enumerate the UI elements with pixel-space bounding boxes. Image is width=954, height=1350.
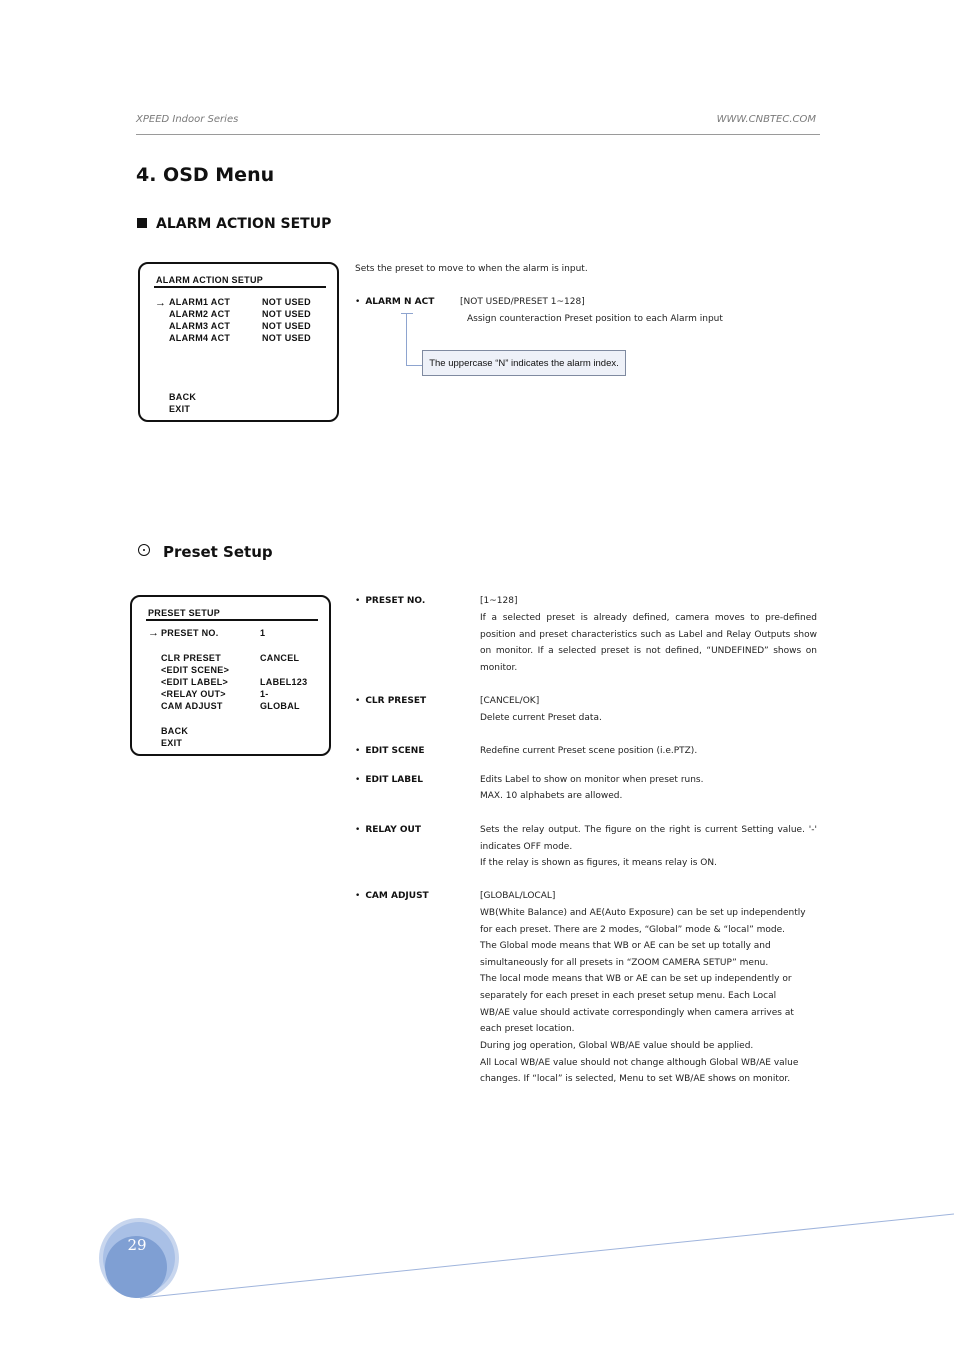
preset-osd-edit-scene: <EDIT SCENE> <box>161 665 230 675</box>
alarm-section-heading <box>137 216 331 232</box>
cam-adjust-line: All Local WB/AE value should not change although Global WB/AE value <box>480 1058 799 1068</box>
alarm-osd-row-label: ALARM4 ACT <box>169 333 231 343</box>
cam-adjust-label: • CAM ADJUST <box>355 891 429 901</box>
preset-osd-edit-label: <EDIT LABEL> <box>161 677 229 687</box>
preset-no-desc: If a selected preset is already defined, camera moves to pre-defined position and preset characteristics such as Label and Relay Outputs show on monitor. If a selected preset is not defined, “UNDEFINED” shows on monitor. <box>480 613 817 674</box>
cam-adjust-line: simultaneously for all presets in “ZOOM CAMERA SETUP” menu. <box>480 958 769 968</box>
alarm-osd-row-value: NOT USED <box>262 309 311 319</box>
preset-section-heading <box>138 543 273 561</box>
alarm-item-desc: Assign counteraction Preset position to each Alarm input <box>467 314 723 324</box>
square-bullet-icon <box>137 218 147 228</box>
edit-scene-label: • EDIT SCENE <box>355 746 425 756</box>
cam-adjust-line: each preset location. <box>480 1024 575 1034</box>
cam-adjust-line: changes. If “local” is selected, Menu to set WB/AE shows on monitor. <box>480 1074 791 1084</box>
alarm-osd-back: BACK <box>169 392 197 402</box>
alarm-osd-rule <box>154 286 326 288</box>
page-number-badge-icon <box>98 1217 180 1299</box>
preset-osd-clr-preset: CLR PRESET <box>161 653 222 663</box>
preset-osd-exit: EXIT <box>161 738 183 748</box>
cam-adjust-line: During jog operation, Global WB/AE value should be applied. <box>480 1041 754 1051</box>
preset-osd-rule <box>146 619 318 621</box>
preset-osd-title: PRESET SETUP <box>148 608 221 618</box>
edit-label-label: • EDIT LABEL <box>355 775 423 785</box>
preset-osd-screen <box>130 595 331 756</box>
preset-osd-relay-value: 1- <box>260 689 269 699</box>
preset-osd-preset-no: PRESET NO. <box>161 628 219 638</box>
circle-bullet-icon <box>138 544 150 556</box>
alarm-intro: Sets the preset to move to when the alarm is input. <box>355 264 588 274</box>
relay-out-line: If the relay is shown as figures, it means relay is ON. <box>480 858 717 868</box>
alarm-osd-row-value: NOT USED <box>262 297 311 307</box>
clr-preset-range: [CANCEL/OK] <box>480 696 540 706</box>
alarm-osd-row-label: ALARM1 ACT <box>169 297 231 307</box>
alarm-item-label: • ALARM N ACT <box>355 297 435 307</box>
edit-label-line: MAX. 10 alphabets are allowed. <box>480 791 623 801</box>
alarm-osd-row-value: NOT USED <box>262 333 311 343</box>
preset-no-label: • PRESET NO. <box>355 596 426 606</box>
relay-out-label: • RELAY OUT <box>355 825 421 835</box>
cam-adjust-line: WB/AE value should activate correspondingly when camera arrives at <box>480 1008 794 1018</box>
note-connector <box>406 313 407 366</box>
alarm-osd-row-label: ALARM2 ACT <box>169 309 231 319</box>
alarm-osd-row-label: ALARM3 ACT <box>169 321 231 331</box>
edit-label-line: Edits Label to show on monitor when preset runs. <box>480 775 704 785</box>
preset-osd-edit-label-value: LABEL123 <box>260 677 308 687</box>
alarm-section-title: ALARM ACTION SETUP <box>156 216 332 232</box>
preset-section-title: Preset Setup <box>163 543 273 561</box>
alarm-osd-exit: EXIT <box>169 404 191 414</box>
alarm-osd-title: ALARM ACTION SETUP <box>156 275 264 285</box>
alarm-osd-screen <box>138 262 339 422</box>
cursor-arrow-icon: → <box>148 627 160 639</box>
chapter-title: 4. OSD Menu <box>136 164 275 186</box>
cam-adjust-line: separately for each preset in each preset setup menu. Each Local <box>480 991 777 1001</box>
alarm-index-note: The uppercase “N” indicates the alarm index. <box>422 350 626 376</box>
preset-osd-preset-no-value: 1 <box>260 628 266 638</box>
header-rule <box>136 134 820 135</box>
preset-osd-cam-value: GLOBAL <box>260 701 300 711</box>
edit-scene-desc: Redefine current Preset scene position (i.e.PTZ). <box>480 746 698 756</box>
cam-adjust-line: The Global mode means that WB or AE can be set up totally and <box>480 941 771 951</box>
preset-osd-cam-adjust: CAM ADJUST <box>161 701 223 711</box>
page-number: 29 <box>127 1236 147 1254</box>
preset-osd-relay-out: <RELAY OUT> <box>161 689 226 699</box>
cursor-arrow-icon: → <box>155 297 167 309</box>
cam-adjust-line: WB(White Balance) and AE(Auto Exposure) can be set up independently <box>480 908 806 918</box>
preset-osd-back: BACK <box>161 726 189 736</box>
cam-adjust-line: The local mode means that WB or AE can be set up independently or <box>480 974 792 984</box>
alarm-osd-row-value: NOT USED <box>262 321 311 331</box>
clr-preset-label: • CLR PRESET <box>355 696 427 706</box>
header-series: XPEED Indoor Series <box>136 114 239 125</box>
header-url: WWW.CNBTEC.COM <box>716 114 816 125</box>
relay-out-desc: Sets the relay output. The figure on the right is current Setting value. '-' indicates OFF mode. <box>480 825 817 852</box>
note-connector <box>401 313 413 314</box>
preset-osd-clr-value: CANCEL <box>260 653 300 663</box>
cam-adjust-line: for each preset. There are 2 modes, “Global” mode & “local” mode. <box>480 925 785 935</box>
preset-no-range: [1~128] <box>480 596 518 606</box>
cam-adjust-line: [GLOBAL/LOCAL] <box>480 891 556 901</box>
clr-preset-desc: Delete current Preset data. <box>480 713 602 723</box>
note-connector <box>406 365 422 366</box>
alarm-item-range: [NOT USED/PRESET 1~128] <box>460 297 585 307</box>
